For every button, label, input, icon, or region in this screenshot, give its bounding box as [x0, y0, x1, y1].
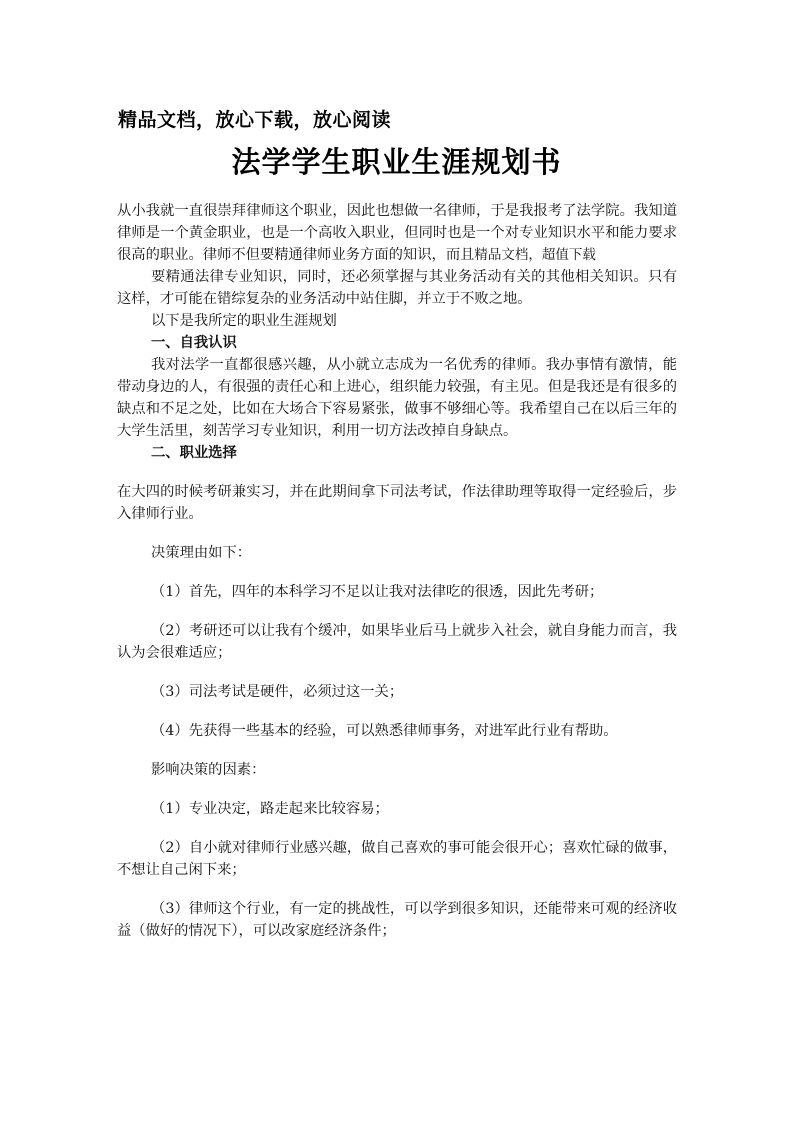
intro-paragraph-2: 要精通法律专业知识，同时，还必须掌握与其业务活动有关的其他相关知识。只有这样，才可能在错综复杂的业务活动中站住脚，并立于不败之地。 — [117, 269, 677, 307]
inline-watermark-note: 精品文档，超值下载 — [474, 247, 596, 263]
reasons-title: 决策理由如下： — [151, 545, 252, 561]
watermark-banner: 精品文档，放心下载，放心阅读 — [118, 109, 392, 131]
list-item-reason-1: （1）首先，四年的本科学习不足以让我对法律吃的很透，因此先考研； — [151, 584, 604, 600]
section-heading-career-choice: 二、职业选择 — [151, 445, 237, 461]
section-heading-self-awareness: 一、自我认识 — [151, 335, 237, 351]
list-item-reason-2: （2）考研还可以让我有个缓冲，如果毕业后马上就步入社会，就自身能力而言，我认为会很难适应； — [117, 623, 677, 661]
self-awareness-paragraph: 我对法学一直都很感兴趣，从小就立志成为一名优秀的律师。我办事情有激情，能带动身边的人，有很强的责任心和上进心，组织能力较强，有主见。但是我还是有很多的缺点和不足之处，比如在大场合下容易紧张，做事不够细心等。我希望自己在以后三年的大学生活里，刻苦学习专业知识，利用一切方法改掉自身缺点。 — [117, 357, 677, 439]
factors-title: 影响决策的因素： — [151, 762, 266, 778]
intro-paragraph-3: 以下是我所定的职业生涯规划 — [151, 313, 337, 329]
document-body — [117, 200, 677, 942]
list-item-factor-2: （2）自小就对律师行业感兴趣，做自己喜欢的事可能会很开心；喜欢忙碌的做事，不想让自己闲下来； — [117, 840, 677, 878]
list-item-factor-1: （1）专业决定，路走起来比较容易； — [151, 801, 389, 817]
intro-text: 从小我就一直很崇拜律师这个职业，因此也想做一名律师，于是我报考了法学院。我知道律师是一个黄金职业，也是一个高收入职业，但同时也是一个对专业知识水平和能力要求很高的职业。律师不但要精通律师业务方面的知识，而且 — [117, 203, 677, 263]
career-plan-paragraph: 在大四的时候考研兼实习，并在此期间拿下司法考试，作法律助理等取得一定经验后，步入律师行业。 — [117, 484, 677, 522]
intro-paragraph-1 — [117, 200, 677, 266]
list-item-reason-4: （4）先获得一些基本的经验，可以熟悉律师事务，对进军此行业有帮助。 — [151, 723, 618, 739]
list-item-factor-3: （3）律师这个行业，有一定的挑战性，可以学到很多知识，还能带来可观的经济收益（做好的情况下），可以改家庭经济条件； — [117, 901, 677, 939]
page-title: 法学学生职业生涯规划书 — [231, 145, 562, 179]
list-item-reason-3: （3）司法考试是硬件，必须过这一关； — [151, 684, 404, 700]
